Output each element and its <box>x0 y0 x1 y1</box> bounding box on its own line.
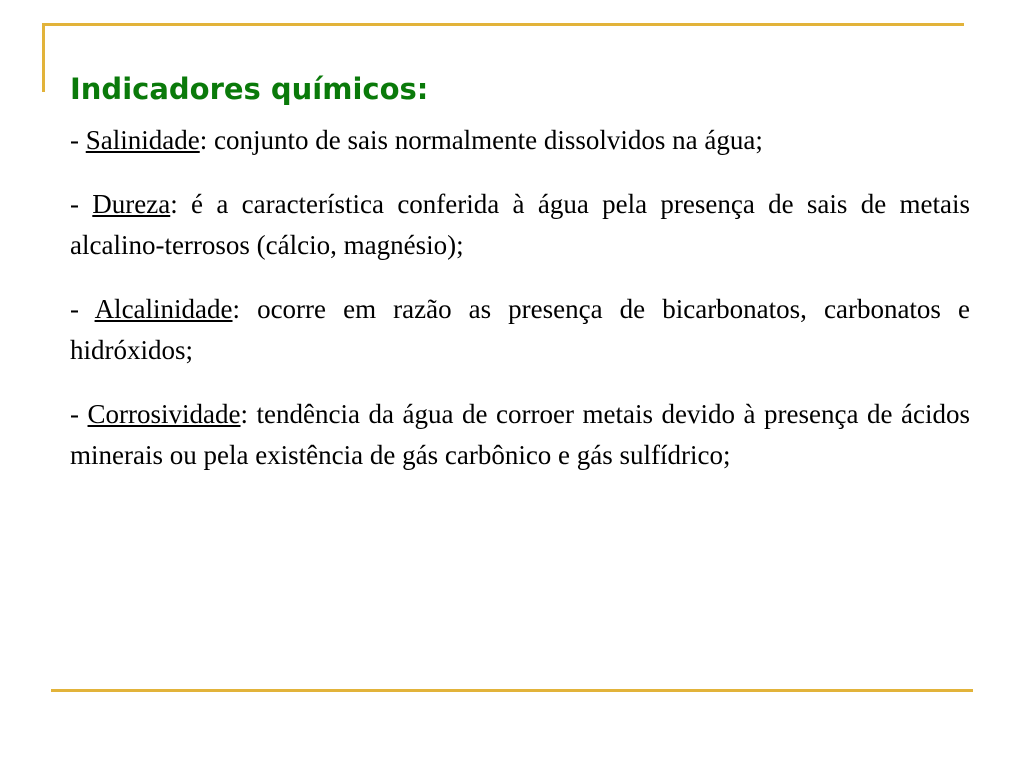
item-prefix: - <box>70 189 93 219</box>
slide-content <box>70 66 970 499</box>
list-item-salinidade <box>70 120 970 161</box>
item-text: : ocorre em razão as presença de bicarbonatos, carbonatos e hidróxidos; <box>70 294 970 365</box>
term-alcalinidade: Alcalinidade <box>94 294 233 324</box>
list-item-dureza <box>70 184 970 266</box>
item-prefix: - <box>70 294 95 324</box>
frame-top-line <box>42 23 964 26</box>
item-prefix: - <box>70 125 86 155</box>
item-text: : conjunto de sais normalmente dissolvidos na água; <box>199 125 763 155</box>
term-corrosividade: Corrosividade <box>87 399 241 429</box>
item-text: : é a característica conferida à água pela presença de sais de metais alcalino-terrosos (cálcio, magnésio); <box>70 189 970 260</box>
slide-title: Indicadores químicos: <box>70 72 429 106</box>
term-salinidade: Salinidade <box>85 125 200 155</box>
term-dureza: Dureza <box>92 189 171 219</box>
item-prefix: - <box>70 399 88 429</box>
list-item-alcalinidade <box>70 289 970 371</box>
list-item-corrosividade <box>70 394 970 476</box>
frame-bottom-line <box>51 689 973 692</box>
item-text: : tendência da água de corroer metais devido à presença de ácidos minerais ou pela existência de gás carbônico e gás sulfídrico; <box>70 399 970 470</box>
frame-left-line <box>42 23 45 92</box>
